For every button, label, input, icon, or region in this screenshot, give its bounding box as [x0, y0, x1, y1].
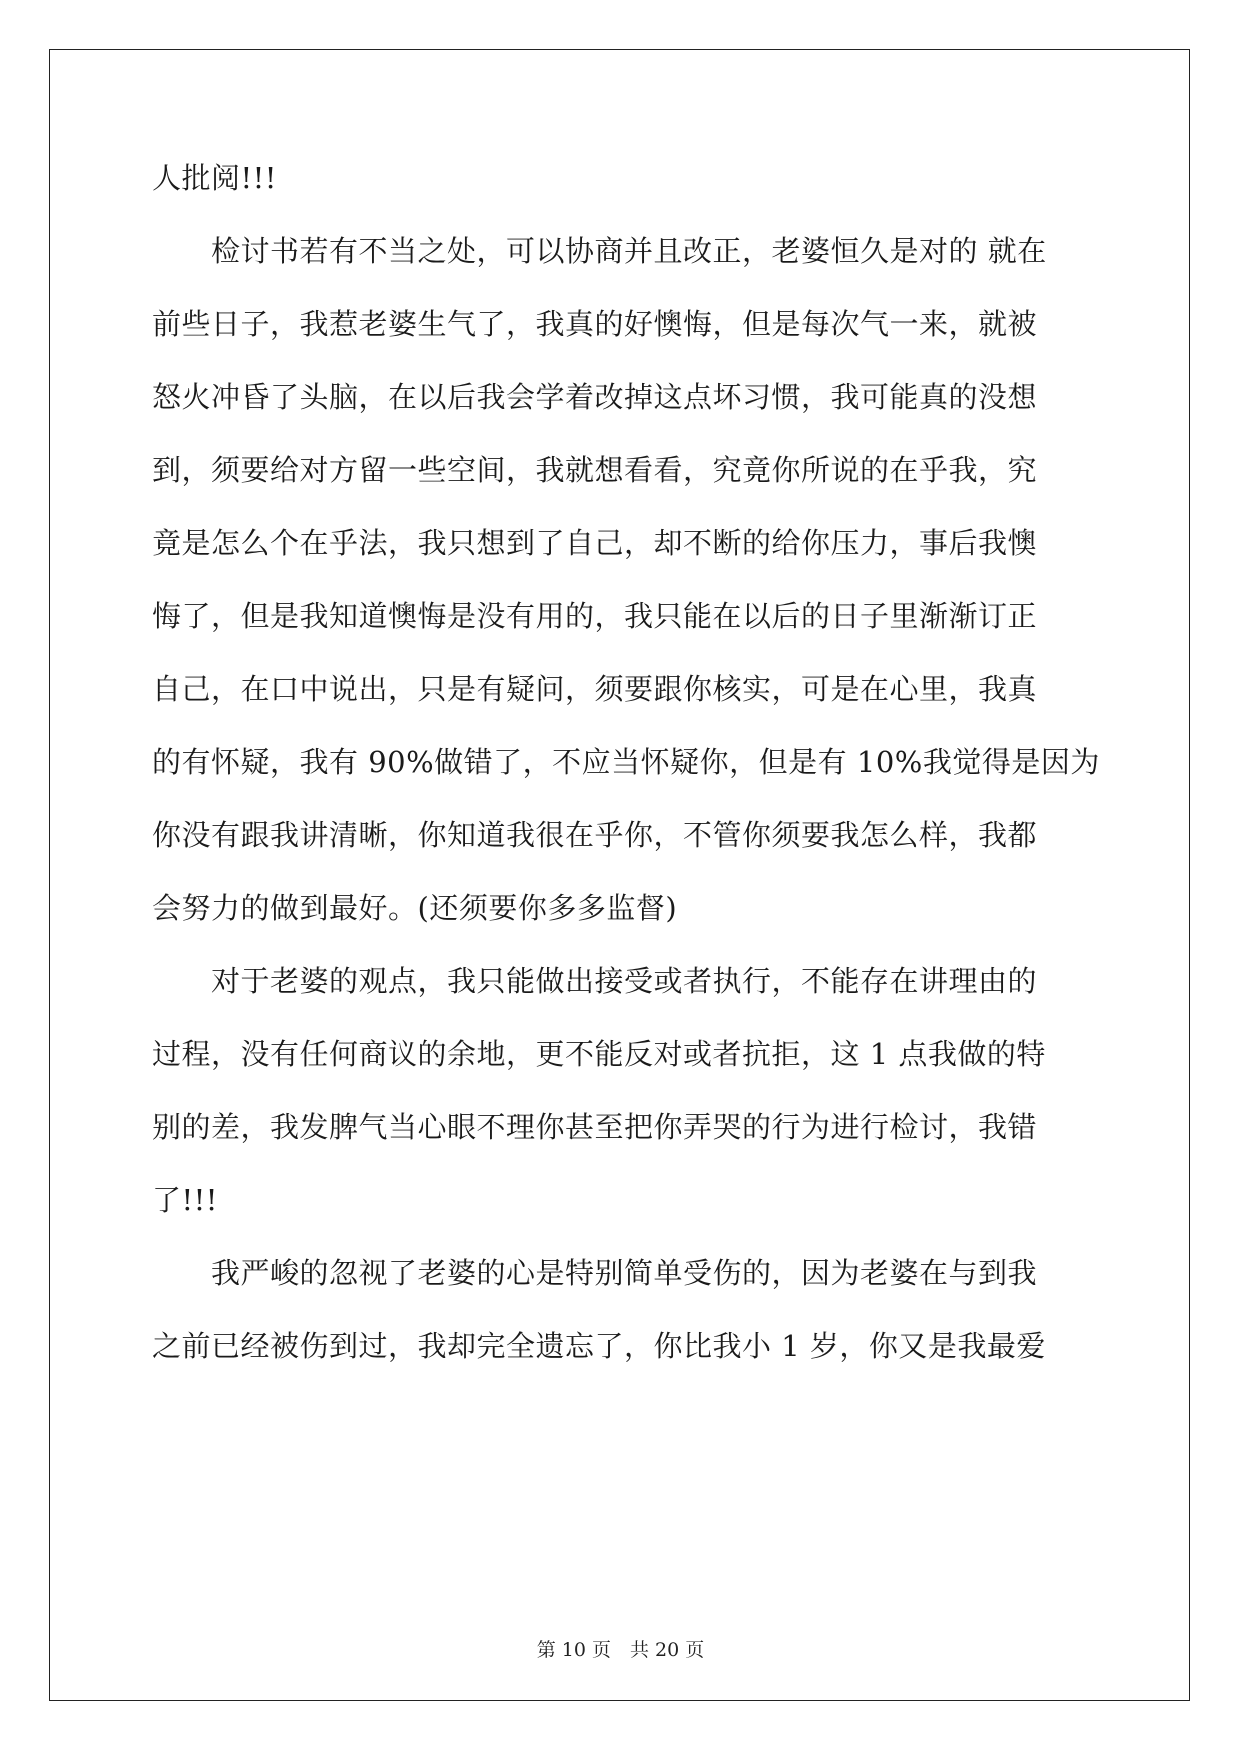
text-line: 前些日子，我惹老婆生气了，我真的好懊悔，但是每次气一来，就被 [152, 307, 1038, 341]
text-line: 你没有跟我讲清晰，你知道我很在乎你，不管你须要我怎么样，我都 [152, 818, 1038, 852]
text-line: 对于老婆的观点，我只能做出接受或者执行，不能存在讲理由的 [152, 964, 1038, 998]
text-line: 悔了，但是我知道懊悔是没有用的，我只能在以后的日子里渐渐订正 [152, 599, 1038, 633]
text-line: 我严峻的忽视了老婆的心是特别简单受伤的，因为老婆在与到我 [152, 1256, 1038, 1290]
text-line: 的有怀疑，我有 90%做错了，不应当怀疑你，但是有 10%我觉得是因为 [152, 745, 1100, 779]
text-line: 了!!! [152, 1183, 218, 1217]
text-line: 会努力的做到最好。(还须要你多多监督) [152, 891, 678, 925]
text-line: 竟是怎么个在乎法，我只想到了自己，却不断的给你压力，事后我懊 [152, 526, 1038, 560]
page-border [49, 49, 1190, 1701]
text-line: 之前已经被伤到过，我却完全遗忘了，你比我小 1 岁，你又是我最爱 [152, 1329, 1046, 1363]
page-number-footer: 第 10 页 共 20 页 [536, 1639, 705, 1661]
text-line: 怒火冲昏了头脑，在以后我会学着改掉这点坏习惯，我可能真的没想 [152, 380, 1038, 414]
text-line: 到，须要给对方留一些空间，我就想看看，究竟你所说的在乎我，究 [152, 453, 1038, 487]
text-line: 自己，在口中说出，只是有疑问，须要跟你核实，可是在心里，我真 [152, 672, 1038, 706]
text-line: 过程，没有任何商议的余地，更不能反对或者抗拒，这 1 点我做的特 [152, 1037, 1046, 1071]
text-line: 检讨书若有不当之处，可以协商并且改正，老婆恒久是对的 就在 [152, 234, 1047, 268]
text-line: 人批阅!!! [152, 161, 277, 195]
text-line: 别的差，我发脾气当心眼不理你甚至把你弄哭的行为进行检讨，我错 [152, 1110, 1038, 1144]
